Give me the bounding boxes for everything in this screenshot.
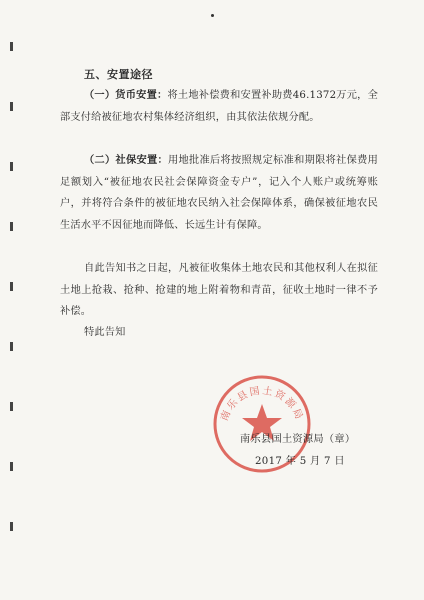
money-resettlement-body: 将土地补偿费和安置补助费46.1372万元，全部支付给被征地农村集体经济组织，由其依法依规分配。 <box>60 90 378 123</box>
margin-mark <box>10 402 13 411</box>
money-resettlement-paragraph <box>60 85 378 128</box>
section-title: 五、安置途径 <box>84 68 153 81</box>
margin-mark <box>10 462 13 471</box>
seal-text: 南乐县国土资源局 <box>219 385 305 423</box>
money-resettlement-lead: （一）货币安置： <box>84 89 168 101</box>
social-security-lead: （二）社保安置： <box>84 154 169 166</box>
margin-mark <box>10 282 13 291</box>
notice-paragraph: 自此告知书之日起，凡被征收集体土地农民和其他权利人在拟征土地上抢栽、抢种、抢建的地上附着物和青苗，征收土地时一律不予补偿。 <box>60 263 378 317</box>
margin-mark <box>10 222 13 231</box>
margin-mark <box>10 342 13 351</box>
social-security-body: 用地批准后将按照规定标准和期限将社保费用足额划入“被征地农民社会保障资金专户”，记入个人账户或统筹账户，并将符合条件的被征地农民纳入社会保障体系，确保被征地农民生活水平不因征地而降低、长远生计有保障。 <box>60 155 378 231</box>
margin-mark <box>10 522 13 531</box>
margin-mark <box>10 162 13 171</box>
margin-mark <box>10 42 13 51</box>
margin-mark <box>10 102 13 111</box>
issue-date: 2017 年 5 月 7 日 <box>255 456 345 467</box>
closing-text: 特此告知 <box>84 327 126 338</box>
signer-name: 南乐县国土资源局（章） <box>240 434 356 445</box>
punch-dot <box>211 14 214 17</box>
social-security-paragraph <box>60 150 378 236</box>
